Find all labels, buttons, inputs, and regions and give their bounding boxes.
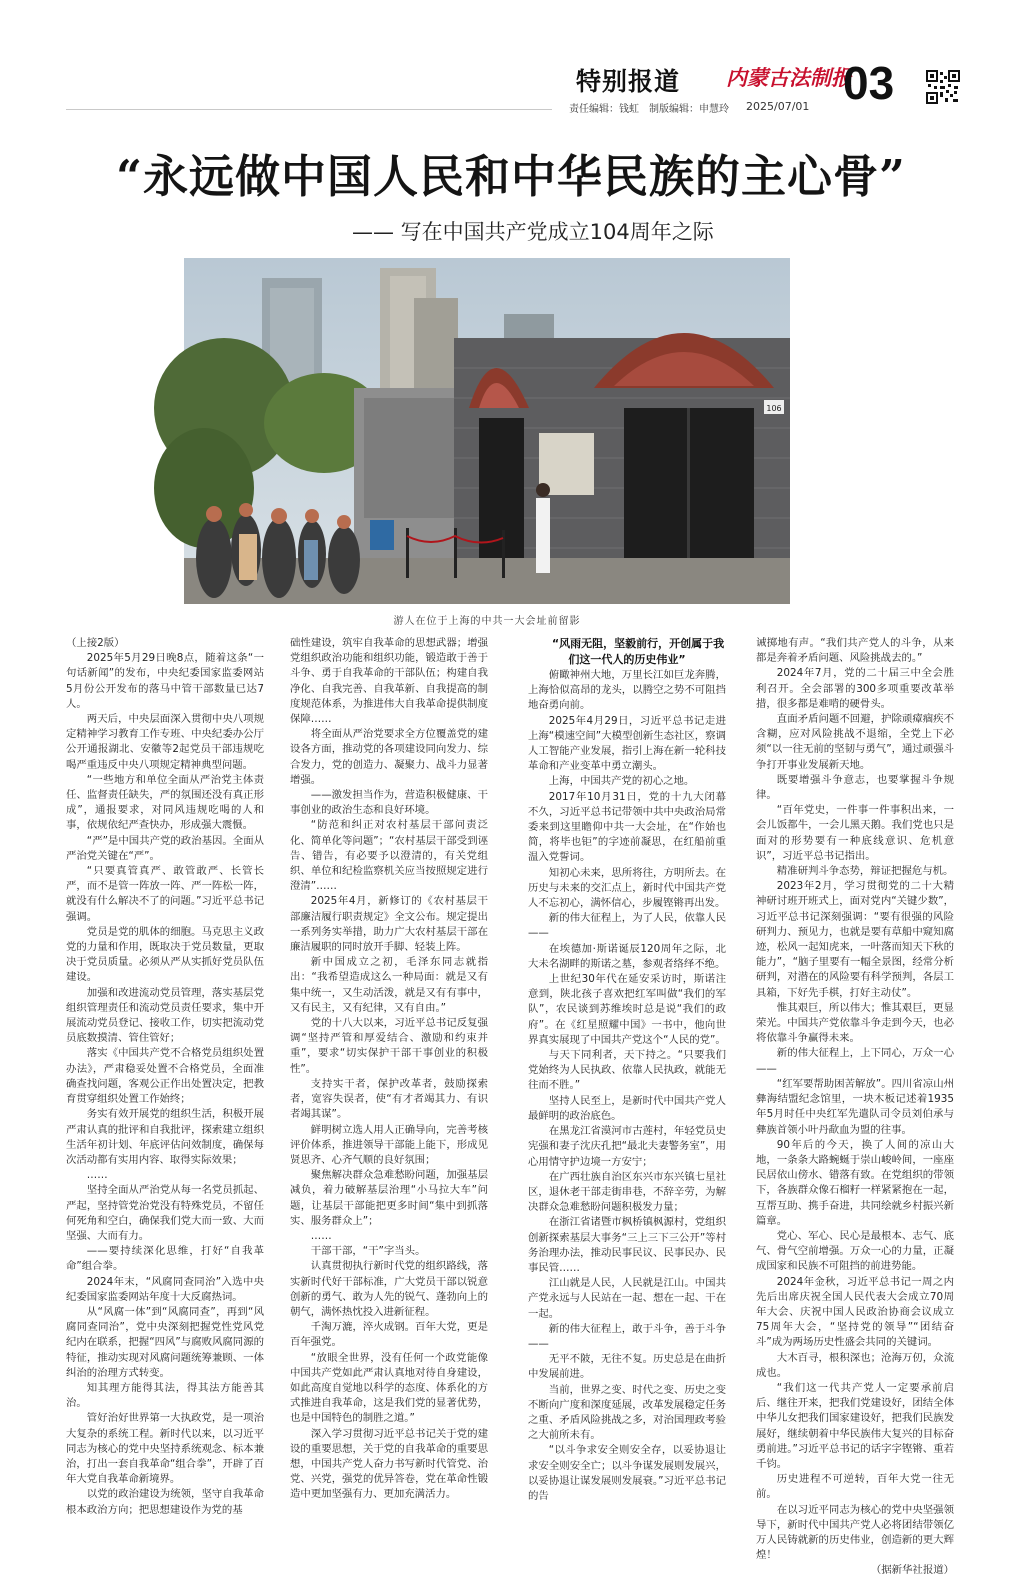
article-paragraph: ——要持续深化思维，打好“自我革命”组合拳。 (66, 1245, 264, 1273)
article-paragraph: 聚焦解决群众急难愁盼问题，加强基层减负，着力破解基层治理“小马拉大车”问题，让基层干部能把更多时间“集中到抓落实、服务群众上”； (290, 1169, 488, 1227)
section-subtitle: “风雨无阻，坚毅前行，开创属于我们这一代人的历史伟业” (551, 637, 725, 666)
newspaper-logo: 内蒙古法制报 (726, 65, 852, 90)
article-paragraph: 新的伟大征程上，上下同心，万众一心—— (756, 1047, 954, 1075)
article-paragraph: 当前，世界之变、时代之变、历史之变不断向广度和深度延展，改革发展稳定任务之重、矛盾风险挑战之多，对治国理政考验之大前所未有。 (528, 1383, 726, 1442)
article-paragraph: 知其理方能得其法，得其法方能善其治。 (66, 1381, 264, 1410)
subheadline: —— 写在中国共产党成立104周年之际 (352, 220, 714, 244)
article-paragraph: 加强和改进流动党员管理，落实基层党组织管理责任和流动党员责任要求，集中开展流动党员登记、接收工作，切实把流动党员底数摸清、管住管好； (66, 986, 264, 1045)
article-paragraph: 从“风腐一体”到“风腐同查”，再到“风腐同查同治”，党中央深刻把握党性党风党纪内在联系，把握“四风”与腐败风腐同源的特征，推动实现对风腐问题统筹兼顾、一体纠治的治理方式转变。 (66, 1305, 264, 1379)
article-paragraph: 千淘万漉，淬火成钢。百年大党，更是百年强党。 (290, 1321, 488, 1349)
article-paragraph: 支持实干者，保护改革者，鼓励探索者，宽容失误者，使“有才者竭其力、有识者竭其谋”。 (290, 1077, 488, 1121)
article-paragraph: 2025年5月29日晚8点，随着这条“一句话新闻”的发布，中央纪委国家监委网站5月份公开发布的落马中管干部数量已达7人。 (66, 652, 264, 710)
section-name: 特别报道 (576, 67, 681, 96)
article-paragraph: “以斗争求安全则安全存，以妥协退让求安全则安全亡；以斗争谋发展则发展兴，以妥协退让谋发展则发展衰。”习近平总书记的告 (528, 1444, 726, 1502)
article-paragraph: “红军要帮助困苦解放”。四川省凉山州彝海结盟纪念馆里，一块木板记述着1935年5月时任中央红军先遣队司令员刘伯承与彝族首领小叶丹歃血为盟的往事。 (756, 1077, 954, 1136)
article-paragraph: 党员是党的肌体的细胞。马克思主义政党的力量和作用，既取决于党员数量，更取决于党员质量。必须从严从实抓好党员队伍建设。 (66, 925, 264, 984)
article-paragraph: 诫掷地有声。“我们共产党人的斗争，从来都是奔着矛盾问题、风险挑战去的。” (756, 637, 954, 665)
article-paragraph: 在黑龙江省漠河市古莲村，年轻党员史宪强和妻子沈庆孔把“最北夫妻警务室”，用心用情守护边境一方安宁； (528, 1125, 726, 1168)
photo-illustration (184, 258, 790, 604)
article-column-2 (290, 636, 488, 1501)
article-paragraph: “一些地方和单位全面从严治党主体责任、监督责任缺失，严的氛围还没有真正形成”，通报要求，对同风违规吃喝的人和事，依规依纪严查快办，形成强大震慑。 (66, 773, 264, 832)
article-paragraph: 上海，中国共产党的初心之地。 (548, 775, 695, 788)
article-column-1 (66, 636, 264, 1516)
article-paragraph: “严”是中国共产党的政治基因。全面从严治党关键在“严”。 (66, 834, 264, 862)
article-paragraph: 在埃德加·斯诺诞辰120周年之际，北大未名湖畔的斯诺之墓，参观者络绎不绝。 (528, 942, 726, 970)
article-paragraph: 在浙江省诸暨市枫桥镇枫源村，党组织创新探索基层大事务“三上三下三公开”等村务治理办法，推动民事民议、民事民办、民事民管…… (528, 1216, 726, 1274)
article-paragraph: 深入学习贯彻习近平总书记关于党的建设的重要思想，关于党的自我革命的重要思想，中国共产党人奋力书写新时代管党、治党、兴党，强党的优异答卷，党在革命性锻造中更加坚强有力、更加充满活力。 (290, 1427, 488, 1501)
source-credit: （据新华社报道） (870, 1564, 954, 1577)
photo-caption: 游人在位于上海的中共一大会址前留影 (393, 616, 581, 627)
article-paragraph: 2017年10月31日，党的十九大闭幕不久，习近平总书记带领中共中央政治局常委来到这里瞻仰中共一大会址，在“作始也简，将毕也钜”的字迹前凝思，在红船前重温入党誓词。 (528, 790, 726, 864)
article-paragraph: 落实《中国共产党不合格党员组织处置办法》，严肃稳妥处置不合格党员，全面准确查找问题，客观公正作出处置决定，把教育贯穿组织处置工作始终； (66, 1047, 264, 1106)
article-paragraph: （上接2版） (66, 637, 125, 649)
article-paragraph: 在广西壮族自治区东兴市东兴镇七星社区，退休老干部走街串巷，不辞辛劳，为解决群众急难愁盼问题积极发力量； (528, 1170, 726, 1214)
article-paragraph: 2025年4月，新修订的《农村基层干部廉洁履行职责规定》全文公布。规定提出一系列务实举措，助力广大农村基层干部在廉洁履职的同时放开手脚、轻装上阵。 (290, 895, 488, 954)
article-paragraph: 在以习近平同志为核心的党中央坚强领导下，新时代中国共产党人必将团结带领亿万人民铸就新的历史伟业，创造新的更大辉煌！ (756, 1503, 954, 1562)
article-paragraph: 务实有效开展党的组织生活，积极开展严肃认真的批评和自我批评，探索建立组织生活年初计划、年底评估问效制度，确保每次活动都有实用内容、取得实际效果； (66, 1108, 264, 1166)
qr-code-icon (926, 70, 960, 104)
article-paragraph: 干部干部，“干”字当头。 (310, 1245, 426, 1258)
article-paragraph: 2025年4月29日，习近平总书记走进上海“模速空间”大模型创新生态社区，察调人工智能产业发展，指引上海在新一轮科技革命和产业变革中勇立潮头。 (528, 714, 726, 773)
article-paragraph: 上世纪30年代在延安采访时，斯诺注意到，陕北孩子喜欢把红军叫做“我们的军队”，农民谈到苏维埃时总是说“我们的政府”。在《红星照耀中国》一书中，他向世界真实展现了中国共产党这个“人民的党”。 (528, 973, 726, 1046)
article-paragraph: 直面矛盾问题不回避，护除顽瘴痼疾不含糊，应对风险挑战不退缩，全党上下必须“以一往无前的坚韧与勇气”，通过顽强斗争打开事业发展新天地。 (756, 713, 954, 771)
article-paragraph: 坚持人民至上，是新时代中国共产党人最鲜明的政治底色。 (528, 1094, 726, 1122)
house-number: 106 (766, 404, 782, 413)
article-paragraph: 将全面从严治党要求全方位覆盖党的建设各方面，推动党的各项建设同向发力、综合发力，党的创造力、凝聚力、战斗力显著增强。 (290, 728, 488, 786)
article-paragraph: 无平不陂，无往不复。历史总是在曲折中发展前进。 (528, 1353, 726, 1381)
page-number: 03 (843, 57, 895, 109)
article-paragraph: 2023年2月，学习贯彻党的二十大精神研讨班开班式上，面对党内“关键少数”，习近平总书记深刻强调：“要有很强的风险研判力、预见力，也就是要有草船中窥知腐迹，松风一起知虎来，一叶落而知天下秋的能力”，“脑子里要有一幅全景图，经常分析研判，对潜在的风险要有科学预判，各层工具箱，下好先手棋，打好主动仗”。 (756, 880, 954, 999)
news-photo (184, 258, 790, 604)
article-paragraph: 鲜明树立选人用人正确导向，完善考核评价体系，推进领导干部能上能下，形成见贤思齐、心齐气顺的良好氛围； (290, 1123, 488, 1166)
article-paragraph: 知初心未来，思所将往，方明所去。在历史与未来的交汇点上，新时代中国共产党人不忘初心，满怀信心，步履铿锵再出发。 (528, 866, 726, 910)
article-paragraph: “百年党史，一件事一件事积出来，一会儿饭都牛，一会儿黑天鹅。我们党也只是面对的形势要有一种底线意识、危机意识”，习近平总书记指出。 (756, 804, 954, 862)
editor-credits: 责任编辑：钱虹 制版编辑：申慧玲 (569, 104, 729, 115)
issue-date: 2025/07/01 (746, 100, 810, 113)
article-paragraph: 90年后的今天，换了人间的凉山大地，一条条大路蜿蜒于崇山峻岭间，一座座民居依山傍水、错落有致。在党组织的带领下，各族群众像石榴籽一样紧紧抱在一起，互帮互助、携手奋进，共同绘就乡村振兴新篇章。 (756, 1138, 954, 1227)
article-paragraph: 础性建设，筑牢自我革命的思想武器；增强党组织政治功能和组织功能，锻造敢于善于斗争、勇于自我革命的干部队伍；构建自我净化、自我完善、自我革新、自我提高的制度规范体系，为推进伟大自我革命提供制度保障…… (290, 637, 488, 726)
article-paragraph: 俯瞰神州大地，万里长江如巨龙奔腾，上海恰似高昂的龙头，以腾空之势不可阻挡地奋勇向前。 (528, 669, 726, 712)
article-paragraph: 新的伟大征程上，敢于斗争，善于斗争—— (528, 1322, 726, 1350)
article-paragraph: …… (310, 1229, 332, 1242)
article-paragraph: 坚持全面从严治党从每一名党员抓起、严起，坚持管党治党没有特殊党员，不留任何死角和空白，确保我们党大而一致、大而坚强、大而有力。 (66, 1184, 264, 1242)
article-column-4 (756, 636, 954, 1577)
article-paragraph: 江山就是人民，人民就是江山。中国共产党永远与人民站在一起、想在一起、干在一起。 (528, 1277, 726, 1320)
article-paragraph: 2024年末，“风腐同查同治”入选中央纪委国家监委网站年度十大反腐热词。 (66, 1275, 264, 1303)
article-paragraph: 以党的政治建设为统领，坚守自我革命根本政治方向；把思想建设作为党的基 (66, 1488, 264, 1516)
article-paragraph: 与天下同利者，天下持之。“只要我们党始终为人民执政、依靠人民执政，就能无往而不胜。” (528, 1049, 726, 1092)
article-paragraph: 历史进程不可逆转，百年大党一往无前。 (756, 1473, 954, 1501)
article-paragraph: 党心、军心、民心是最根本、志气、底气、骨气空前增强。万众一心的力量，正凝成国家和民族不可阻挡的前进势能。 (756, 1229, 954, 1273)
article-paragraph: “防范和纠正对农村基层干部问责泛化、简单化等问题”；“农村基层干部受到诬告、错告，有必要予以澄清的，有关党组织、单位和纪检监察机关应当按照规定进行澄清”…… (290, 819, 488, 893)
article-paragraph: 2024年7月，党的二十届三中全会胜利召开。全会部署的300多项重要改革举措，很多都是难啃的硬骨头。 (756, 667, 954, 710)
article-paragraph: 惟其艰巨，所以伟大；惟其艰巨，更显荣光。中国共产党依靠斗争走到今天，也必将依靠斗争赢得未来。 (756, 1001, 954, 1045)
article-column-3 (528, 636, 726, 1502)
article-paragraph: 党的十八大以来，习近平总书记反复强调“坚持严管和厚爱结合、激励和约束并重”，要求“切实保护干部干事创业的积极性”。 (290, 1017, 488, 1075)
article-paragraph: 既要增强斗争意志，也要掌握斗争规律。 (756, 773, 954, 802)
article-paragraph: “放眼全世界，没有任何一个政党能像中国共产党如此严肃认真地对待自身建设，如此高度自觉地以科学的态度、体系化的方式推进自我革命，这是我们党的显著优势，也是中国特色的制胜之道。” (290, 1351, 488, 1425)
header-rule (66, 109, 552, 110)
article-paragraph: 管好治好世界第一大执政党，是一项治大复杂的系统工程。新时代以来，以习近平同志为核心的党中央坚持系统观念、标本兼治，打出一套自我革命“组合拳”，开辟了百年大党自我革命新境界。 (66, 1412, 264, 1486)
article-paragraph: 大木百寻，根积深也；沧海万仞，众流成也。 (756, 1351, 954, 1379)
article-paragraph: 新中国成立之初，毛泽东同志就指出：“我希望造成这么一种局面：就是又有集中统一，又生动活泼，就是又有有事中，又有民主，又有纪律，又有自由。” (290, 956, 488, 1014)
article-paragraph: “我们这一代共产党人一定要承前启后、继往开来，把我们党建设好，团结全体中华儿女把我们国家建设好，把我们民族发展好，继续朝着中华民族伟大复兴的目标奋勇前进。”习近平总书记的话字字铿锵、重若千钧。 (756, 1381, 954, 1470)
article-paragraph: 新的伟大征程上，为了人民，依靠人民—— (528, 912, 726, 940)
article-paragraph: 精准研判斗争态势，辩证把握危与机。 (776, 865, 954, 878)
headline: “永远做中国人民和中华民族的主心骨” (116, 150, 906, 203)
article-paragraph: …… (86, 1169, 108, 1182)
article-paragraph: “只要真管真严、敢管敢严、长管长严，而不是管一阵放一阵、严一阵松一阵，就没有什么解决不了的问题。”习近平总书记强调。 (66, 865, 264, 923)
article-paragraph: 两天后，中央层面深入贯彻中央八项规定精神学习教育工作专班、中央纪委办公厅公开通报湖北、安徽等2起党员干部违规吃喝严重违反中央八项规定精神典型问题。 (66, 713, 264, 771)
article-paragraph: 2024年金秋，习近平总书记一周之内先后出席庆祝全国人民代表大会成立70周年大会、庆祝中国人民政治协商会议成立75周年大会，“坚持党的领导”“团结奋斗”成为两场历史性盛会共同的关键词。 (756, 1275, 954, 1349)
article-paragraph: ——激发担当作为，营造积极健康、干事创业的政治生态和良好环境。 (290, 789, 488, 817)
article-paragraph: 认真贯彻执行新时代党的组织路线，落实新时代好干部标准，广大党员干部以锐意创新的勇气、敢为人先的锐气、蓬勃向上的朝气，满怀热忱投入进新征程。 (290, 1260, 488, 1318)
